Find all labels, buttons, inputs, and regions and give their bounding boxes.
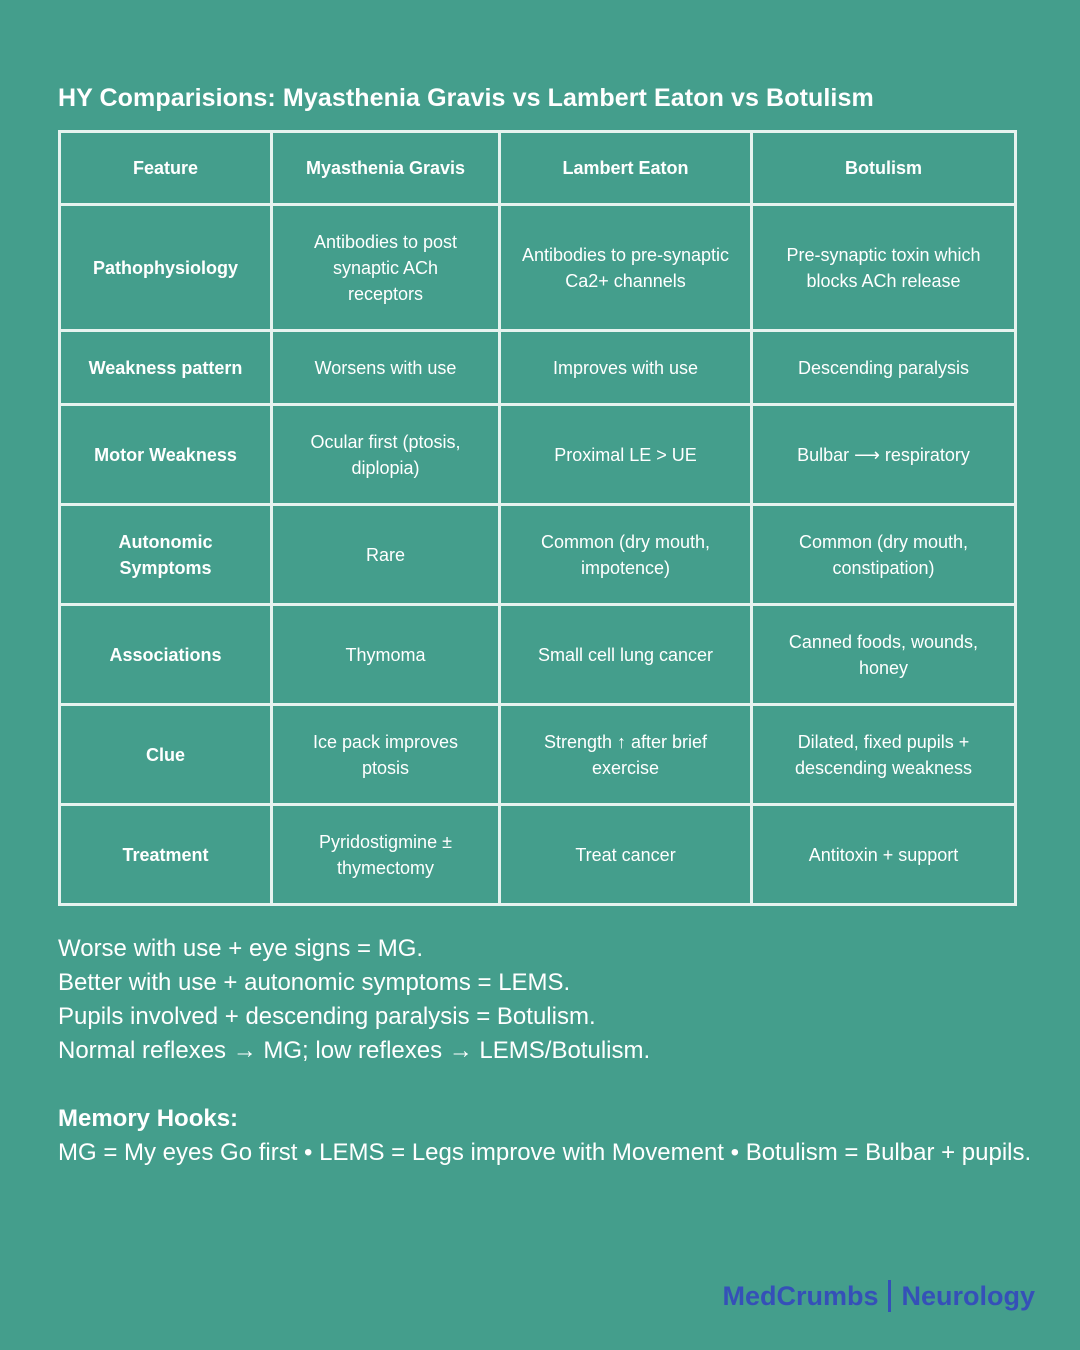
cell-mg: Ocular first (ptosis, diplopia) bbox=[272, 405, 500, 505]
cell-bot: Antitoxin + support bbox=[752, 805, 1016, 905]
note-line: Better with use + autonomic symptoms = LEMS. bbox=[58, 969, 571, 996]
table-row bbox=[60, 205, 1016, 331]
memory-hooks-text: MG = My eyes Go first • LEMS = Legs improve with Movement • Botulism = Bulbar + pupils. bbox=[58, 1139, 1032, 1166]
row-feature-label: Pathophysiology bbox=[60, 205, 272, 331]
row-feature-label: Weakness pattern bbox=[60, 331, 272, 405]
cell-mg: Ice pack improves ptosis bbox=[272, 705, 500, 805]
cell-le: Treat cancer bbox=[500, 805, 752, 905]
cell-mg: Thymoma bbox=[272, 605, 500, 705]
row-feature-label: Treatment bbox=[60, 805, 272, 905]
row-feature-label: Associations bbox=[60, 605, 272, 705]
memory-hooks-title: Memory Hooks: bbox=[58, 1105, 239, 1132]
header-botulism: Botulism bbox=[752, 132, 1016, 205]
cell-le: Common (dry mouth, impotence) bbox=[500, 505, 752, 605]
table-header-row bbox=[60, 132, 1016, 205]
cell-mg: Antibodies to post synaptic ACh receptors bbox=[272, 205, 500, 331]
header-myasthenia-gravis: Myasthenia Gravis bbox=[272, 132, 500, 205]
cell-mg: Rare bbox=[272, 505, 500, 605]
row-feature-label: Autonomic Symptoms bbox=[60, 505, 272, 605]
header-feature: Feature bbox=[60, 132, 272, 205]
row-feature-label: Clue bbox=[60, 705, 272, 805]
note-line: Pupils involved + descending paralysis = Botulism. bbox=[58, 1003, 596, 1030]
note-line: Worse with use + eye signs = MG. bbox=[58, 935, 424, 962]
comparison-table bbox=[58, 130, 1017, 906]
cell-bot: Common (dry mouth, constipation) bbox=[752, 505, 1016, 605]
cell-bot: Bulbar ⟶ respiratory bbox=[752, 405, 1016, 505]
cell-le: Strength ↑ after brief exercise bbox=[500, 705, 752, 805]
table-row bbox=[60, 805, 1016, 905]
note-line: Normal reflexes → MG; low reflexes → LEMS/Botulism. bbox=[58, 1037, 651, 1064]
table-row bbox=[60, 705, 1016, 805]
row-feature-label: Motor Weakness bbox=[60, 405, 272, 505]
table-row bbox=[60, 505, 1016, 605]
cell-bot: Descending paralysis bbox=[752, 331, 1016, 405]
brand-footer bbox=[722, 1280, 1035, 1312]
table-row bbox=[60, 405, 1016, 505]
brand-separator bbox=[888, 1280, 891, 1312]
table-row bbox=[60, 331, 1016, 405]
cell-bot: Canned foods, wounds, honey bbox=[752, 605, 1016, 705]
brand-section: Neurology bbox=[901, 1280, 1035, 1311]
cell-le: Improves with use bbox=[500, 331, 752, 405]
cell-bot: Dilated, fixed pupils + descending weakness bbox=[752, 705, 1016, 805]
header-lambert-eaton: Lambert Eaton bbox=[500, 132, 752, 205]
cell-le: Small cell lung cancer bbox=[500, 605, 752, 705]
page-title: HY Comparisions: Myasthenia Gravis vs Lambert Eaton vs Botulism bbox=[58, 84, 874, 112]
cell-le: Proximal LE > UE bbox=[500, 405, 752, 505]
summary-notes bbox=[58, 932, 1038, 1068]
cell-bot: Pre-synaptic toxin which blocks ACh release bbox=[752, 205, 1016, 331]
cell-le: Antibodies to pre-synaptic Ca2+ channels bbox=[500, 205, 752, 331]
cell-mg: Pyridostigmine ± thymectomy bbox=[272, 805, 500, 905]
brand-name: MedCrumbs bbox=[722, 1280, 879, 1311]
table-row bbox=[60, 605, 1016, 705]
cell-mg: Worsens with use bbox=[272, 331, 500, 405]
